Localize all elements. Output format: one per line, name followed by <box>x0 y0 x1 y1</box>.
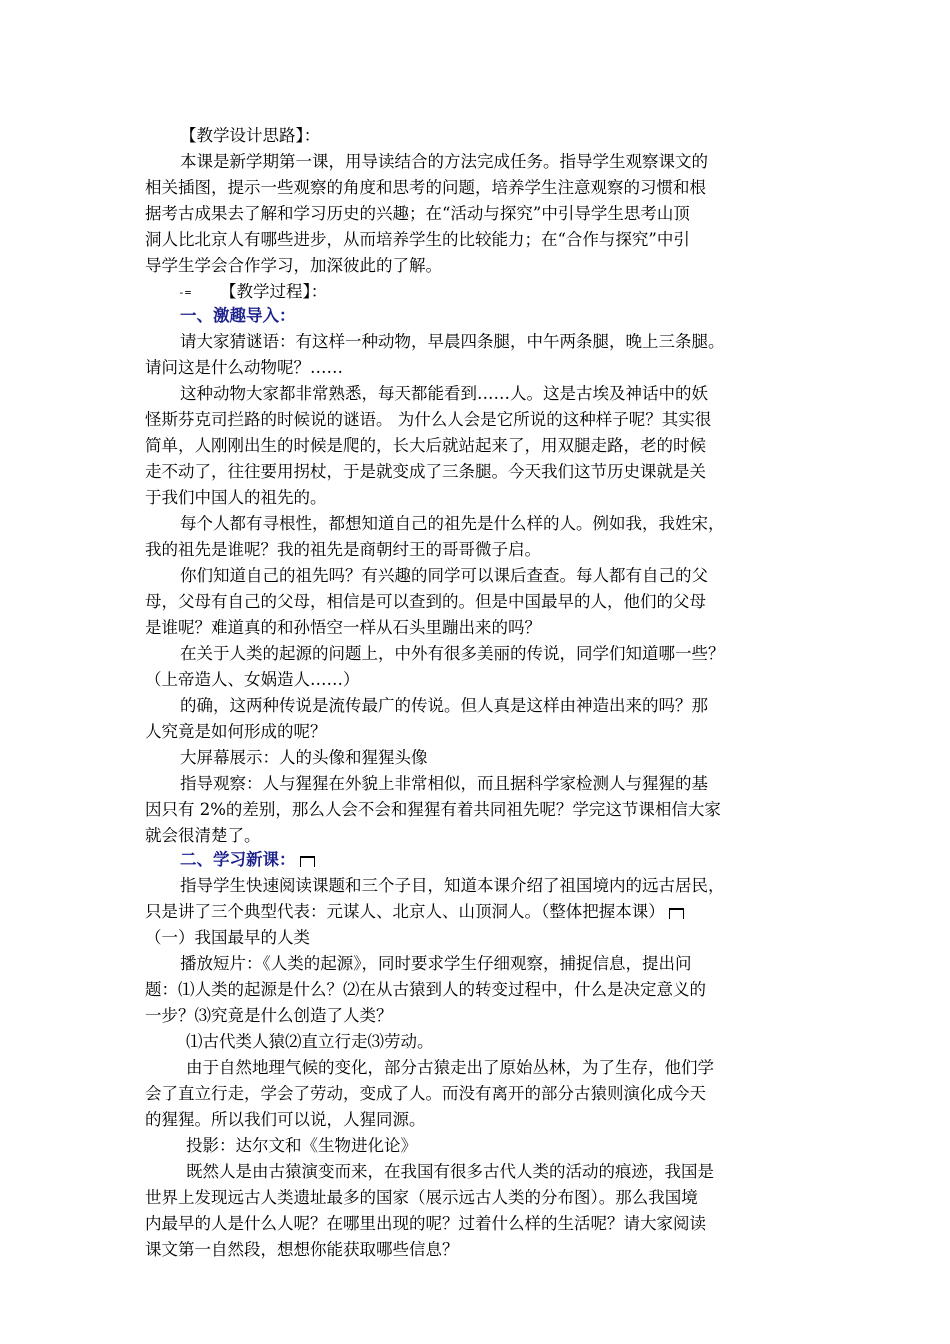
paragraph-line: 内最早的人是什么人呢？在哪里出现的呢？过着什么样的生活呢？请大家阅读 <box>145 1214 706 1233</box>
section-heading: -= 【教学过程】： <box>178 280 858 304</box>
paragraph-line: 课文第一自然段，想想你能获取哪些信息？ <box>145 1240 459 1259</box>
paragraph-line: 请问这是什么动物呢？…… <box>145 358 343 377</box>
paragraph-line: 导学生学会合作学习，加深彼此的了解。 <box>145 256 442 275</box>
paragraph-line: 的确，这两种传说是流传最广的传说。但人真是这样由神造出来的吗？那 <box>180 696 708 715</box>
section-heading: 【教学设计思路】： <box>180 126 321 145</box>
paragraph-line: 播放短片：《人类的起源》，同时要求学生仔细观察，捕捉信息，提出问 <box>180 954 692 973</box>
paragraph-line: 本课是新学期第一课，用导读结合的方法完成任务。指导学生观察课文的 <box>180 152 708 171</box>
paragraph-line: 这种动物大家都非常熟悉，每天都能看到……人。这是古埃及神话中的妖 <box>180 384 708 403</box>
paragraph-line: 每个人都有寻根性，都想知道自己的祖先是什么样的人。例如我，我姓宋， <box>180 514 725 533</box>
paragraph-line: 既然人是由古猿演变而来，在我国有很多古代人类的活动的痕迹，我国是 <box>186 1162 714 1181</box>
paragraph-line: 简单，人刚刚出生的时候是爬的，长大后就站起来了，用双腿走路，老的时候 <box>145 436 706 455</box>
paragraph-line: 的猩猩。所以我们可以说，人猩同源。 <box>145 1110 426 1129</box>
paragraph-line: 只是讲了三个典型代表：元谋人、北京人、山顶洞人。（整体把握本课） <box>145 900 825 924</box>
paragraph-line: 一步？⑶究竟是什么创造了人类？ <box>145 1006 393 1025</box>
paragraph-line: 洞人比北京人有哪些进步，从而培养学生的比较能力；在“合作与探究”中引 <box>145 230 690 249</box>
bracket-mark-icon <box>298 853 316 867</box>
subheading: （一）我国最早的人类 <box>145 928 310 947</box>
paragraph-line: 由于自然地理气候的变化，部分古猿走出了原始丛林，为了生存，他们学 <box>186 1058 714 1077</box>
paragraph-line: （上帝造人、女娲造人……） <box>145 670 360 689</box>
paragraph-line: 指导观察：人与猩猩在外貌上非常相似，而且据科学家检测人与猩猩的基 <box>180 774 708 793</box>
paragraph-line: 相关插图，提示一些观察的角度和思考的问题，培养学生注意观察的习惯和根 <box>145 178 706 197</box>
paragraph-line: 于我们中国人的祖先的。 <box>145 488 327 507</box>
paragraph-line: ⑴古代类人猿⑵直立行走⑶劳动。 <box>186 1032 434 1051</box>
paragraph-line: 人究竟是如何形成的呢？ <box>145 722 327 741</box>
heading-1: 一、激趣导入： <box>180 306 296 325</box>
paragraph-line: 在关于人类的起源的问题上，中外有很多美丽的传说，同学们知道哪一些？ <box>180 644 725 663</box>
paragraph-line: 是谁呢？难道真的和孙悟空一样从石头里蹦出来的吗？ <box>145 618 541 637</box>
paragraph-line: 因只有 2%的差别，那么人会不会和猩猩有着共同祖先呢？学完这节课相信大家 <box>145 800 721 819</box>
paragraph-line: 母，父母有自己的父母，相信是可以查到的。但是中国最早的人，他们的父母 <box>145 592 706 611</box>
heading-2: 二、学习新课： <box>180 848 860 872</box>
paragraph-line: 大屏幕展示：人的头像和猩猩头像 <box>180 748 428 767</box>
paragraph-line: 我的祖先是谁呢？我的祖先是商朝纣王的哥哥微子启。 <box>145 540 541 559</box>
paragraph-line: 会了直立行走，学会了劳动，变成了人。而没有离开的部分古猿则演化成今天 <box>145 1084 706 1103</box>
bracket-mark-icon <box>667 905 685 919</box>
paragraph-line: 世界上发现远古人类遗址最多的国家（展示远古人类的分布图）。那么我国境 <box>145 1188 698 1207</box>
paragraph-line: 指导学生快速阅读课题和三个子目，知道本课介绍了祖国境内的远古居民， <box>180 876 725 895</box>
paragraph-line: 请大家猜谜语：有这样一种动物，早晨四条腿，中午两条腿，晚上三条腿。 <box>180 332 725 351</box>
paragraph-line: 投影：达尔文和《生物进化论》 <box>186 1136 417 1155</box>
paragraph-line: 走不动了，往往要用拐杖，于是就变成了三条腿。今天我们这节历史课就是关 <box>145 462 706 481</box>
paragraph-line: 你们知道自己的祖先吗？有兴趣的同学可以课后查查。每人都有自己的父 <box>180 566 708 585</box>
paragraph-line: 怪斯芬克司拦路的时候说的谜语。 为什么人会是它所说的这种样子呢？其实很 <box>145 410 712 429</box>
paragraph-line: 就会很清楚了。 <box>145 826 261 845</box>
prefix-mark: -= <box>178 286 192 299</box>
paragraph-line: 题：⑴人类的起源是什么？⑵在从古猿到人的转变过程中，什么是决定意义的 <box>145 980 706 999</box>
paragraph-line: 据考古成果去了解和学习历史的兴趣；在“活动与探究”中引导学生思考山顶 <box>145 204 690 223</box>
